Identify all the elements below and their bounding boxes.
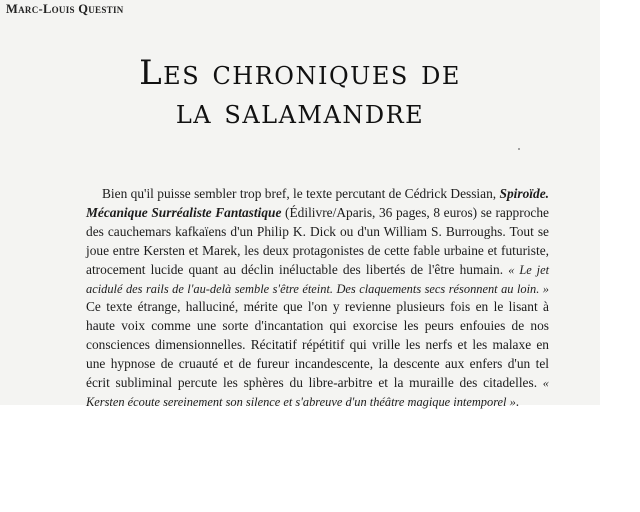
body-text-1: Bien qu'il puisse sembler trop bref, le texte percutant de Cédrick Dessian,: [102, 186, 500, 201]
scan-speck: [518, 148, 520, 150]
quote-2: « Kersten écoute sereinement son silence et s'abreuve d'un théâtre magique intemporel »: [86, 376, 549, 409]
title-line-2: la salamandre: [175, 92, 425, 132]
quote-1: « Le jet acidulé des rails de l'au-delà semble s'être éteint. Des claquements secs résonnent au loin. »: [86, 262, 550, 296]
body-text-4: .: [515, 393, 520, 409]
title-line-1: Les chroniques de: [139, 53, 461, 93]
running-header-author: Marc-Louis Questin: [6, 2, 124, 16]
book-title: Spiroïde. Mécanique Surréaliste Fantastique: [86, 186, 549, 220]
body-text-2: (Édilivre/Aparis, 36 pages, 8 euros) se rapproche des cauchemars kafkaïens d'un Philip K. Dick ou d'un William S. Burroughs. Tout se joue entre Kersten et Marek, les deux protagonistes de cette fable urbaine et futuriste, atrocement lucide quant au déclin inéluctable des libertés de l'être humain.: [86, 204, 549, 277]
article-body: [86, 185, 549, 412]
article-title: [0, 54, 600, 132]
body-text-3: Ce texte étrange, halluciné, mérite que l'on y revienne plusieurs fois en le lisant à haute voix comme une sorte d'incantation qui exorcise les peurs enfouies de nos consciences dimensionnelles. Récitatif répétitif qui vrille les nerfs et les malaxe en une hypnose de cruauté et de fureur incandescente, la descente aux enfers d'un tel écrit subliminal percute les sphères du libre-arbitre et la muraille des citadelles.: [86, 299, 549, 391]
